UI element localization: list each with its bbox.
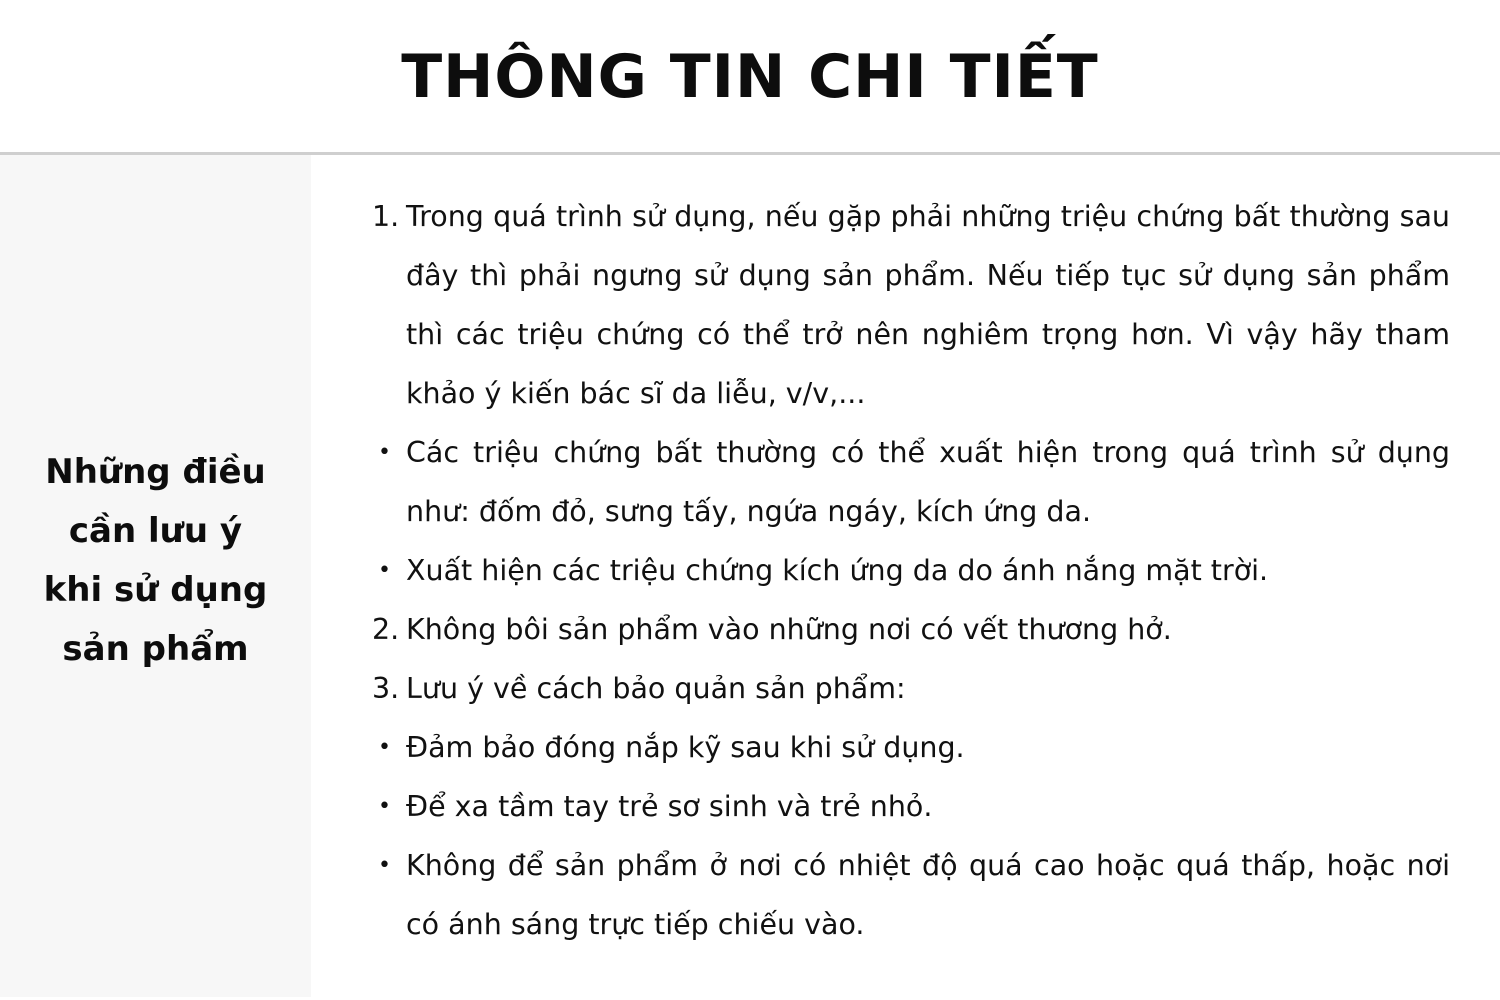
- list-item: [372, 187, 1450, 423]
- bullet-icon: •: [378, 853, 391, 878]
- usage-notes-list: [372, 187, 1450, 954]
- list-item: [372, 777, 1450, 836]
- bullet-icon: •: [378, 440, 391, 465]
- list-item: [372, 659, 1450, 718]
- list-item-text: Xuất hiện các triệu chứng kích ứng da do ánh nắng mặt trời.: [406, 554, 1269, 587]
- list-number: 2.: [372, 613, 400, 646]
- list-item: [372, 541, 1450, 600]
- list-item: [372, 836, 1450, 954]
- list-item-text: Các triệu chứng bất thường có thể xuất hiện trong quá trình sử dụng như: đốm đỏ, sưng tấy, ngứa ngáy, kích ứng da.: [406, 436, 1450, 528]
- details-table-row: [0, 155, 1500, 997]
- list-item: [372, 423, 1450, 541]
- list-item-text: Trong quá trình sử dụng, nếu gặp phải những triệu chứng bất thường sau đây thì phải ngưng sử dụng sản phẩm. Nếu tiếp tục sử dụng sản phẩm thì các triệu chứng có thể trở nên nghiêm trọng hơn. Vì vậy hãy tham khảo ý kiến bác sĩ da liễu, v/v,...: [406, 200, 1450, 410]
- bullet-icon: •: [378, 735, 391, 760]
- list-item-text: Đảm bảo đóng nắp kỹ sau khi sử dụng.: [406, 731, 965, 764]
- list-item-text: Không bôi sản phẩm vào những nơi có vết thương hở.: [406, 613, 1172, 646]
- page-title: THÔNG TIN CHI TIẾT: [401, 42, 1099, 112]
- section-label: Những điều cần lưu ý khi sử dụng sản phẩm: [43, 452, 268, 669]
- list-number: 3.: [372, 672, 400, 705]
- list-item: [372, 718, 1450, 777]
- list-number: 1.: [372, 200, 400, 233]
- list-item-text: Lưu ý về cách bảo quản sản phẩm:: [406, 672, 906, 705]
- list-item-text: Để xa tầm tay trẻ sơ sinh và trẻ nhỏ.: [406, 790, 933, 823]
- list-item: [372, 600, 1450, 659]
- bullet-icon: •: [378, 558, 391, 583]
- bullet-icon: •: [378, 794, 391, 819]
- section-content-cell: [0, 155, 1500, 997]
- list-item-text: Không để sản phẩm ở nơi có nhiệt độ quá cao hoặc quá thấp, hoặc nơi có ánh sáng trực tiếp chiếu vào.: [406, 849, 1450, 941]
- page-header: [0, 0, 1500, 155]
